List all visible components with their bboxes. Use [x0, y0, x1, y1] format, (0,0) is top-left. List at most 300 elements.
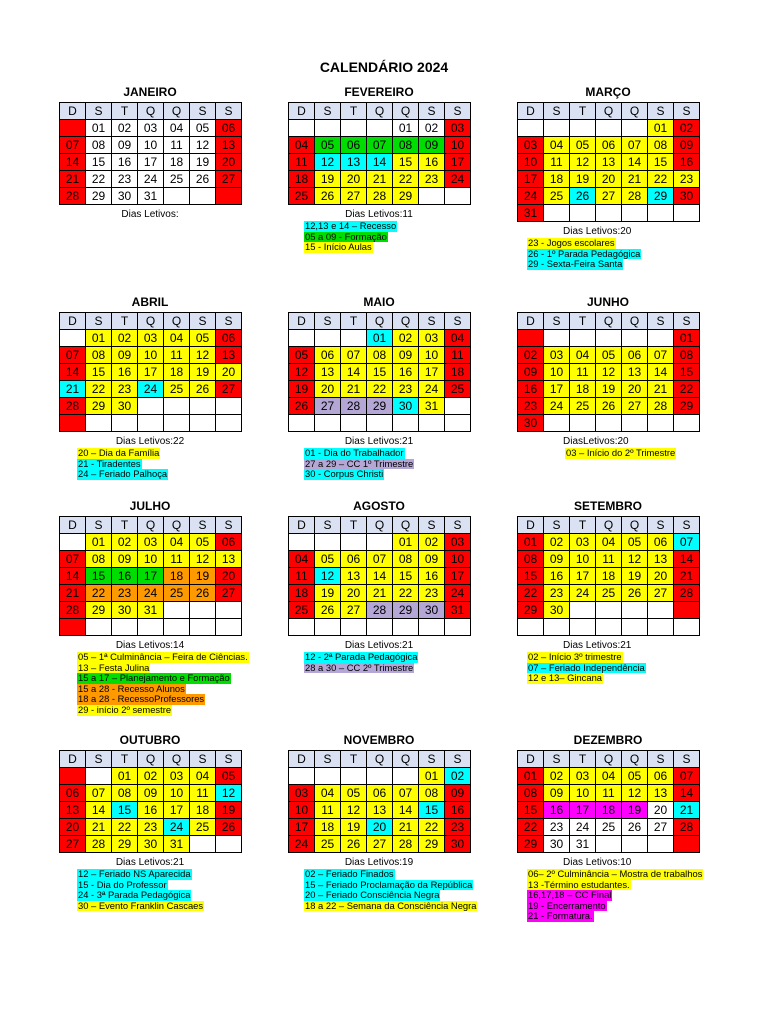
day-cell: 21	[393, 819, 419, 836]
day-cell: 04	[289, 137, 315, 154]
day-cell: 15	[86, 154, 112, 171]
day-cell: 29	[518, 602, 544, 619]
legend-note: 12 – Feriado NS Aparecida	[78, 868, 191, 879]
day-cell	[216, 602, 242, 619]
day-cell: 09	[112, 137, 138, 154]
day-cell: 29	[674, 398, 700, 415]
weekday-label: T	[112, 313, 138, 330]
day-cell: 06	[648, 534, 674, 551]
weekday-label: D	[518, 313, 544, 330]
week-row	[60, 568, 242, 585]
week-row	[60, 551, 242, 568]
day-cell: 04	[596, 534, 622, 551]
day-cell	[622, 836, 648, 853]
day-cell: 02	[544, 768, 570, 785]
weekday-header-row	[289, 517, 471, 534]
month-table	[288, 516, 471, 636]
day-cell: 06	[216, 330, 242, 347]
day-cell	[622, 205, 648, 222]
weekday-label: S	[216, 751, 242, 768]
day-cell: 30	[112, 188, 138, 205]
day-cell	[341, 415, 367, 432]
day-cell: 18	[596, 802, 622, 819]
legend-note: 29 - Sexta-Feira Santa	[528, 258, 623, 270]
day-cell: 10	[544, 364, 570, 381]
day-cell: 24	[138, 171, 164, 188]
day-cell: 20	[648, 568, 674, 585]
day-cell	[596, 836, 622, 853]
day-cell: 23	[419, 585, 445, 602]
day-cell: 21	[86, 819, 112, 836]
day-cell: 17	[544, 381, 570, 398]
weekday-label: S	[674, 103, 700, 120]
day-cell: 18	[164, 568, 190, 585]
school-days-count: Dias Letivos:21	[344, 436, 414, 447]
legend-notes	[517, 868, 703, 922]
legend-note: 15 - Início Aulas	[305, 241, 372, 253]
day-cell: 21	[622, 171, 648, 188]
week-row	[60, 602, 242, 619]
day-cell: 15	[518, 568, 544, 585]
day-cell: 26	[622, 819, 648, 836]
day-cell: 16	[138, 802, 164, 819]
day-cell: 31	[138, 602, 164, 619]
day-cell	[341, 330, 367, 347]
day-cell	[393, 768, 419, 785]
weekday-label: S	[445, 751, 471, 768]
day-cell	[570, 120, 596, 137]
day-cell: 28	[393, 836, 419, 853]
day-cell: 25	[544, 188, 570, 205]
week-row	[60, 330, 242, 347]
weekday-label: T	[570, 751, 596, 768]
legend-note: 12 e 13– Gincana	[528, 672, 603, 684]
week-row	[60, 347, 242, 364]
weekday-label: S	[419, 313, 445, 330]
day-cell: 13	[216, 137, 242, 154]
day-cell	[60, 120, 86, 137]
day-cell: 09	[393, 347, 419, 364]
day-cell	[341, 120, 367, 137]
day-cell: 05	[190, 534, 216, 551]
day-cell: 07	[341, 347, 367, 364]
weekday-label: T	[570, 103, 596, 120]
day-cell: 12	[341, 802, 367, 819]
day-cell: 01	[86, 330, 112, 347]
day-cell	[112, 619, 138, 636]
legend-note: 21 - Tiradentes	[78, 457, 141, 469]
day-cell: 29	[86, 602, 112, 619]
day-cell: 08	[393, 137, 419, 154]
month-março	[517, 84, 699, 270]
day-cell: 27	[60, 836, 86, 853]
week-row	[518, 415, 700, 432]
legend-notes	[517, 652, 699, 684]
day-cell: 26	[596, 398, 622, 415]
day-cell: 14	[648, 364, 674, 381]
day-cell: 25	[596, 819, 622, 836]
day-cell: 08	[674, 347, 700, 364]
week-row	[518, 602, 700, 619]
weekday-label: S	[315, 103, 341, 120]
weekday-label: Q	[596, 517, 622, 534]
day-cell: 14	[674, 785, 700, 802]
day-cell: 21	[367, 585, 393, 602]
day-cell: 05	[622, 768, 648, 785]
day-cell: 05	[315, 137, 341, 154]
day-cell: 30	[518, 415, 544, 432]
day-cell	[570, 415, 596, 432]
day-cell: 27	[216, 381, 242, 398]
month-title: MAIO	[363, 295, 395, 309]
week-row	[60, 154, 242, 171]
weekday-label: Q	[138, 103, 164, 120]
legend-note: 02 – Feriado Finados	[305, 868, 394, 879]
weekday-label: S	[445, 517, 471, 534]
week-row	[60, 585, 242, 602]
day-cell: 11	[315, 802, 341, 819]
school-days-count: Dias Letivos:11	[345, 209, 413, 220]
weekday-label: T	[112, 103, 138, 120]
day-cell: 16	[419, 568, 445, 585]
day-cell: 18	[544, 171, 570, 188]
weekday-label: S	[419, 517, 445, 534]
day-cell: 30	[138, 836, 164, 853]
day-cell: 13	[60, 802, 86, 819]
day-cell	[289, 619, 315, 636]
day-cell: 10	[445, 137, 471, 154]
day-cell	[367, 415, 393, 432]
week-row	[60, 381, 242, 398]
day-cell: 01	[86, 120, 112, 137]
day-cell: 19	[315, 171, 341, 188]
day-cell: 04	[570, 347, 596, 364]
day-cell	[648, 602, 674, 619]
weekday-label: Q	[367, 517, 393, 534]
month-julho	[59, 498, 248, 716]
day-cell: 01	[112, 768, 138, 785]
month-table	[517, 102, 700, 222]
day-cell: 12	[315, 154, 341, 171]
weekday-label: D	[289, 313, 315, 330]
day-cell	[190, 398, 216, 415]
weekday-label: T	[341, 313, 367, 330]
day-cell: 30	[112, 398, 138, 415]
legend-note: 20 – Feriado Consciência Negra	[305, 889, 440, 901]
day-cell	[596, 330, 622, 347]
day-cell: 19	[622, 568, 648, 585]
week-row	[289, 602, 471, 619]
day-cell: 08	[367, 347, 393, 364]
day-cell: 08	[86, 137, 112, 154]
day-cell	[445, 398, 471, 415]
day-cell: 17	[445, 154, 471, 171]
day-cell: 03	[138, 330, 164, 347]
legend-note: 15 a 17 – Planejamento e Formação	[78, 672, 230, 684]
day-cell	[164, 188, 190, 205]
week-row	[60, 819, 242, 836]
week-row	[289, 347, 471, 364]
day-cell: 27	[648, 585, 674, 602]
day-cell: 24	[138, 585, 164, 602]
weekday-header-row	[289, 313, 471, 330]
day-cell: 03	[138, 534, 164, 551]
day-cell: 31	[164, 836, 190, 853]
day-cell: 09	[112, 551, 138, 568]
weekday-label: D	[289, 103, 315, 120]
day-cell: 12	[622, 785, 648, 802]
day-cell: 17	[138, 568, 164, 585]
month-junho	[517, 294, 699, 459]
weekday-label: T	[112, 751, 138, 768]
day-cell	[674, 619, 700, 636]
school-days-count: Dias Letivos:	[121, 209, 179, 220]
week-row	[289, 137, 471, 154]
day-cell: 28	[648, 398, 674, 415]
week-row	[289, 188, 471, 205]
day-cell	[544, 205, 570, 222]
day-cell: 01	[419, 768, 445, 785]
day-cell: 20	[622, 381, 648, 398]
legend-notes	[288, 221, 470, 253]
legend-note: 27 a 29 – CC 1º Trimestre	[305, 457, 414, 469]
day-cell	[544, 330, 570, 347]
day-cell: 07	[393, 785, 419, 802]
day-cell: 15	[648, 154, 674, 171]
day-cell: 13	[648, 551, 674, 568]
day-cell	[60, 768, 86, 785]
day-cell: 07	[648, 347, 674, 364]
weekday-label: D	[289, 751, 315, 768]
day-cell	[570, 330, 596, 347]
day-cell: 11	[544, 154, 570, 171]
day-cell: 05	[596, 347, 622, 364]
day-cell: 22	[518, 819, 544, 836]
day-cell: 26	[622, 585, 648, 602]
day-cell: 15	[393, 154, 419, 171]
day-cell: 05	[341, 785, 367, 802]
day-cell: 12	[315, 568, 341, 585]
day-cell: 17	[518, 171, 544, 188]
week-row	[289, 381, 471, 398]
day-cell: 30	[674, 188, 700, 205]
day-cell	[570, 205, 596, 222]
weekday-label: Q	[622, 313, 648, 330]
day-cell: 20	[341, 171, 367, 188]
day-cell: 13	[622, 364, 648, 381]
day-cell: 26	[216, 819, 242, 836]
day-cell	[544, 415, 570, 432]
weekday-label: Q	[138, 751, 164, 768]
day-cell: 23	[518, 398, 544, 415]
weekday-label: S	[315, 751, 341, 768]
day-cell: 22	[86, 171, 112, 188]
legend-note: 12,13 e 14 – Recesso	[305, 220, 397, 231]
day-cell: 02	[419, 534, 445, 551]
day-cell	[596, 205, 622, 222]
legend-note: 26 - 1º Parada Pedagógica	[528, 247, 641, 259]
week-row	[60, 415, 242, 432]
day-cell: 21	[60, 381, 86, 398]
day-cell: 17	[138, 364, 164, 381]
day-cell: 13	[315, 364, 341, 381]
month-title: MARÇO	[585, 85, 631, 99]
weekday-label: S	[190, 313, 216, 330]
week-row	[289, 534, 471, 551]
day-cell: 22	[112, 819, 138, 836]
day-cell: 23	[138, 819, 164, 836]
day-cell: 13	[367, 802, 393, 819]
day-cell	[315, 330, 341, 347]
day-cell: 20	[216, 364, 242, 381]
day-cell: 13	[216, 347, 242, 364]
day-cell: 11	[289, 568, 315, 585]
day-cell: 01	[648, 120, 674, 137]
day-cell: 25	[289, 602, 315, 619]
day-cell	[518, 330, 544, 347]
week-row	[518, 171, 700, 188]
legend-note: 15 - Dia do Professor	[78, 878, 167, 890]
month-title: ABRIL	[131, 295, 169, 309]
school-days-count: Dias Letivos:21	[115, 857, 185, 868]
month-outubro	[59, 732, 241, 911]
day-cell: 11	[570, 364, 596, 381]
weekday-label: S	[419, 751, 445, 768]
day-cell: 08	[419, 785, 445, 802]
day-cell: 15	[367, 364, 393, 381]
day-cell: 14	[367, 154, 393, 171]
week-row	[518, 585, 700, 602]
day-cell	[367, 534, 393, 551]
day-cell: 01	[674, 330, 700, 347]
day-cell: 21	[60, 585, 86, 602]
day-cell: 26	[315, 188, 341, 205]
weekday-label: D	[60, 313, 86, 330]
weekday-label: T	[570, 313, 596, 330]
day-cell	[445, 415, 471, 432]
weekday-label: Q	[596, 751, 622, 768]
legend-note: 15 – Feriado Proclamação da República	[305, 878, 473, 890]
day-cell: 10	[138, 137, 164, 154]
legend-note: 16,17,18 – CC Final	[528, 889, 612, 901]
day-cell: 11	[289, 154, 315, 171]
day-cell: 29	[86, 188, 112, 205]
weekday-label: T	[341, 517, 367, 534]
day-cell: 12	[289, 364, 315, 381]
legend-note: 05 – 1ª Culminância – Feira de Ciências.	[78, 651, 248, 662]
day-cell: 30	[544, 602, 570, 619]
day-cell: 04	[596, 768, 622, 785]
day-cell	[86, 768, 112, 785]
month-janeiro	[59, 84, 241, 221]
day-cell: 24	[570, 585, 596, 602]
day-cell	[367, 768, 393, 785]
day-cell	[315, 415, 341, 432]
day-cell: 23	[445, 819, 471, 836]
day-cell: 10	[138, 347, 164, 364]
weekday-label: Q	[393, 517, 419, 534]
weekday-label: Q	[164, 517, 190, 534]
day-cell: 29	[518, 836, 544, 853]
day-cell: 27	[648, 819, 674, 836]
week-row	[60, 534, 242, 551]
day-cell	[216, 619, 242, 636]
weekday-label: S	[544, 313, 570, 330]
day-cell: 26	[570, 188, 596, 205]
weekday-label: S	[544, 517, 570, 534]
day-cell	[341, 534, 367, 551]
day-cell: 03	[518, 137, 544, 154]
day-cell: 21	[60, 171, 86, 188]
weekday-label: S	[190, 517, 216, 534]
day-cell: 12	[216, 785, 242, 802]
day-cell: 20	[367, 819, 393, 836]
day-cell: 09	[674, 137, 700, 154]
week-row	[289, 785, 471, 802]
day-cell: 30	[112, 602, 138, 619]
day-cell: 10	[445, 551, 471, 568]
day-cell: 26	[315, 602, 341, 619]
day-cell: 04	[315, 785, 341, 802]
legend-note: 03 – Início do 2º Trimestre	[566, 447, 676, 458]
day-cell	[674, 415, 700, 432]
day-cell: 27	[596, 188, 622, 205]
day-cell: 24	[445, 171, 471, 188]
day-cell: 29	[393, 188, 419, 205]
day-cell: 14	[60, 364, 86, 381]
day-cell: 28	[367, 602, 393, 619]
day-cell	[367, 120, 393, 137]
day-cell: 10	[570, 785, 596, 802]
weekday-label: T	[112, 517, 138, 534]
day-cell: 25	[596, 585, 622, 602]
day-cell: 24	[289, 836, 315, 853]
day-cell: 10	[570, 551, 596, 568]
week-row	[289, 619, 471, 636]
day-cell: 06	[648, 768, 674, 785]
day-cell	[86, 415, 112, 432]
day-cell: 22	[419, 819, 445, 836]
week-row	[60, 802, 242, 819]
day-cell: 09	[112, 347, 138, 364]
legend-note: 30 - Corpus Christi	[305, 468, 384, 480]
weekday-header-row	[60, 751, 242, 768]
day-cell	[419, 619, 445, 636]
week-row	[289, 120, 471, 137]
day-cell: 25	[315, 836, 341, 853]
day-cell: 28	[341, 398, 367, 415]
month-maio	[288, 294, 470, 480]
weekday-header-row	[518, 313, 700, 330]
day-cell: 10	[138, 551, 164, 568]
month-table	[517, 312, 700, 432]
legend-note: 02 – Início 3º trimestre	[528, 651, 622, 662]
legend-note: 19 - Encerramento	[528, 899, 606, 911]
month-title: DEZEMBRO	[573, 733, 643, 747]
week-row	[289, 364, 471, 381]
weekday-header-row	[60, 103, 242, 120]
day-cell: 16	[674, 154, 700, 171]
day-cell: 12	[570, 154, 596, 171]
day-cell: 24	[518, 188, 544, 205]
day-cell: 09	[419, 551, 445, 568]
day-cell: 18	[596, 568, 622, 585]
weekday-label: S	[86, 517, 112, 534]
day-cell: 07	[86, 785, 112, 802]
day-cell	[60, 619, 86, 636]
day-cell: 21	[367, 171, 393, 188]
day-cell: 22	[648, 171, 674, 188]
